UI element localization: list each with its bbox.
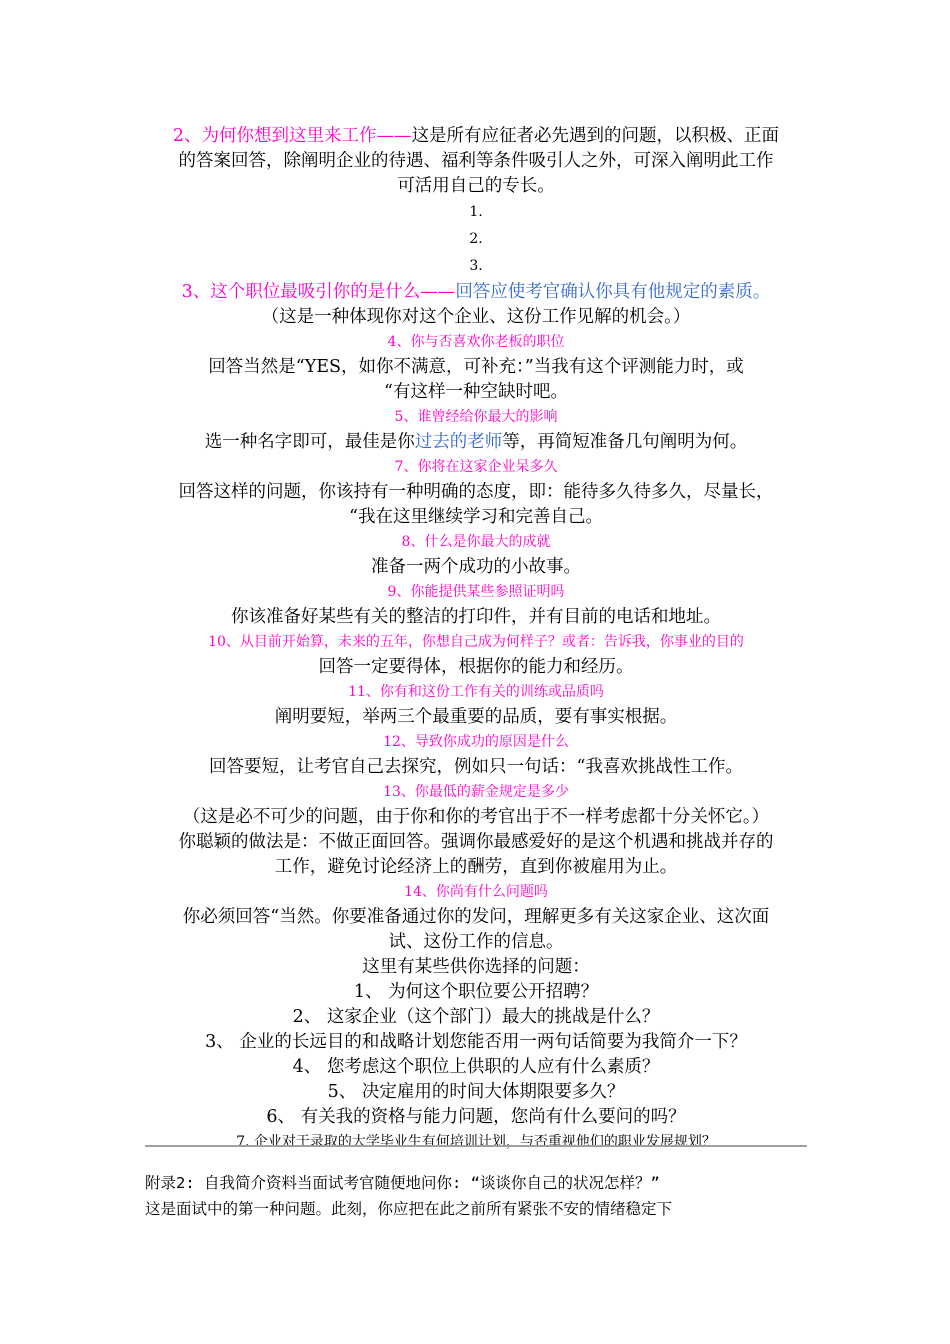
q2-body-line2: 的答案回答，除阐明企业的待遇、福利等条件吸引人之外，可深入阐明此工作 bbox=[178, 151, 774, 171]
q3-body: （这是一种体现你对这个企业、这份工作见解的机会。） bbox=[261, 307, 691, 327]
q7-heading: 7、你将在这家企业呆多久 bbox=[394, 459, 558, 475]
q11-heading: 11、你有和这份工作有关的训练或品质吗 bbox=[348, 684, 604, 700]
document-body bbox=[145, 124, 807, 1155]
q14-question-7: 7. 企业对于录取的大学毕业生有何培训计划，与否重视他们的职业发展规划？ bbox=[236, 1134, 716, 1150]
q5-heading: 5、谁曾经给你最大的影响 bbox=[394, 409, 558, 425]
q10-body: 回答一定要得体，根据你的能力和经历。 bbox=[318, 657, 634, 677]
appendix-line2: 这是面试中的第一种问题。此刻，你应把在此之前所有紧张不安的情绪稳定下 bbox=[145, 1200, 673, 1218]
appendix-section bbox=[145, 1170, 807, 1222]
q2-paragraph-line1 bbox=[145, 124, 807, 149]
q7-body-line1: 回答这样的问题，你该持有一种明确的态度，即：能待多久待多久，尽量长， bbox=[178, 482, 774, 502]
q2-body-line1: 这是所有应征者必先遇到的问题，以积极、正面 bbox=[411, 126, 780, 146]
q4-body-line2: “有这样一种空缺时吧。 bbox=[384, 382, 568, 402]
q3-hint: 回答应使考官确认你具有他规定的素质。 bbox=[455, 282, 771, 302]
q11-body: 阐明要短，举两三个最重要的品质，要有事实根据。 bbox=[274, 707, 678, 727]
q8-heading: 8、什么是你最大的成就 bbox=[401, 534, 551, 550]
q9-heading: 9、你能提供某些参照证明吗 bbox=[387, 584, 565, 600]
q5-body-text-b: 等，再简短准备几句阐明为何。 bbox=[502, 432, 748, 452]
q10-heading: 10、从目前开始算，未来的五年，你想自己成为何样子？或者：告诉我，你事业的目的 bbox=[208, 634, 744, 650]
q5-body-text-a: 选一种名字即可，最佳是你 bbox=[204, 432, 415, 452]
q3-heading: 3、这个职位最吸引你的是什么—— bbox=[181, 282, 456, 302]
q2-heading: 2、为何你想到这里来工作—— bbox=[172, 126, 412, 146]
q7-body-line2: “我在这里继续学习和完善自己。 bbox=[349, 507, 603, 527]
q5-body bbox=[145, 430, 807, 455]
q2-body-line3: 可活用自己的专长。 bbox=[397, 176, 555, 196]
appendix-line1: 附录2: 自我简介资料当面试考官随便地问你: “谈谈你自己的状况怎样？” bbox=[145, 1174, 660, 1192]
q14-question-5: 5、 决定雇用的时间大体期限要多久？ bbox=[327, 1082, 625, 1102]
q13-body-line1: （这是必不可少的问题，由于你和你的考官出于不一样考虑都十分关怀它。） bbox=[182, 807, 770, 827]
q2-item-1: 1. bbox=[469, 204, 483, 220]
q12-heading: 12、导致你成功的原因是什么 bbox=[383, 734, 569, 750]
q13-body-line3: 工作，避免讨论经济上的酬劳，直到你被雇用为止。 bbox=[274, 857, 678, 877]
q12-body: 回答要短，让考官自己去探究，例如只一句话：“我喜欢挑战性工作。 bbox=[209, 757, 743, 777]
q14-question-1: 1、 为何这个职位要公开招聘？ bbox=[353, 982, 599, 1002]
section-divider bbox=[145, 1145, 807, 1147]
q14-question-6: 6、 有关我的资格与能力问题，您尚有什么要问的吗？ bbox=[266, 1107, 686, 1127]
q14-intro: 这里有某些供你选择的问题： bbox=[362, 957, 590, 977]
q14-body-line2: 试、这份工作的信息。 bbox=[388, 932, 564, 952]
q3-heading-line bbox=[145, 280, 807, 305]
q14-body-line1: 你必须回答“当然。你要准备通过你的发问，理解更多有关这家企业、这次面 bbox=[182, 907, 770, 927]
q9-body: 你该准备好某些有关的整洁的打印件，并有目前的电话和地址。 bbox=[231, 607, 721, 627]
q13-heading: 13、你最低的薪金规定是多少 bbox=[383, 784, 569, 800]
q8-body: 准备一两个成功的小故事。 bbox=[371, 557, 581, 577]
q14-question-2: 2、 这家企业（这个部门）最大的挑战是什么？ bbox=[292, 1007, 660, 1027]
q14-question-3: 3、 企业的长远目的和战略计划您能否用一两句话简要为我简介一下？ bbox=[205, 1032, 747, 1052]
q2-item-3: 3. bbox=[469, 258, 483, 274]
q5-body-link[interactable]: 过去的老师 bbox=[414, 432, 503, 452]
q4-heading: 4、你与否喜欢你老板的职位 bbox=[387, 334, 565, 350]
q14-question-4: 4、 您考虑这个职位上供职的人应有什么素质？ bbox=[292, 1057, 660, 1077]
q14-heading: 14、你尚有什么问题吗 bbox=[404, 884, 548, 900]
q13-body-line2: 你聪颖的做法是：不做正面回答。强调你最感爱好的是这个机遇和挑战并存的 bbox=[178, 832, 774, 852]
q2-item-2: 2. bbox=[469, 231, 483, 247]
q4-body-line1: 回答当然是“YES，如你不满意，可补充：”当我有这个评测能力时，或 bbox=[208, 357, 744, 377]
